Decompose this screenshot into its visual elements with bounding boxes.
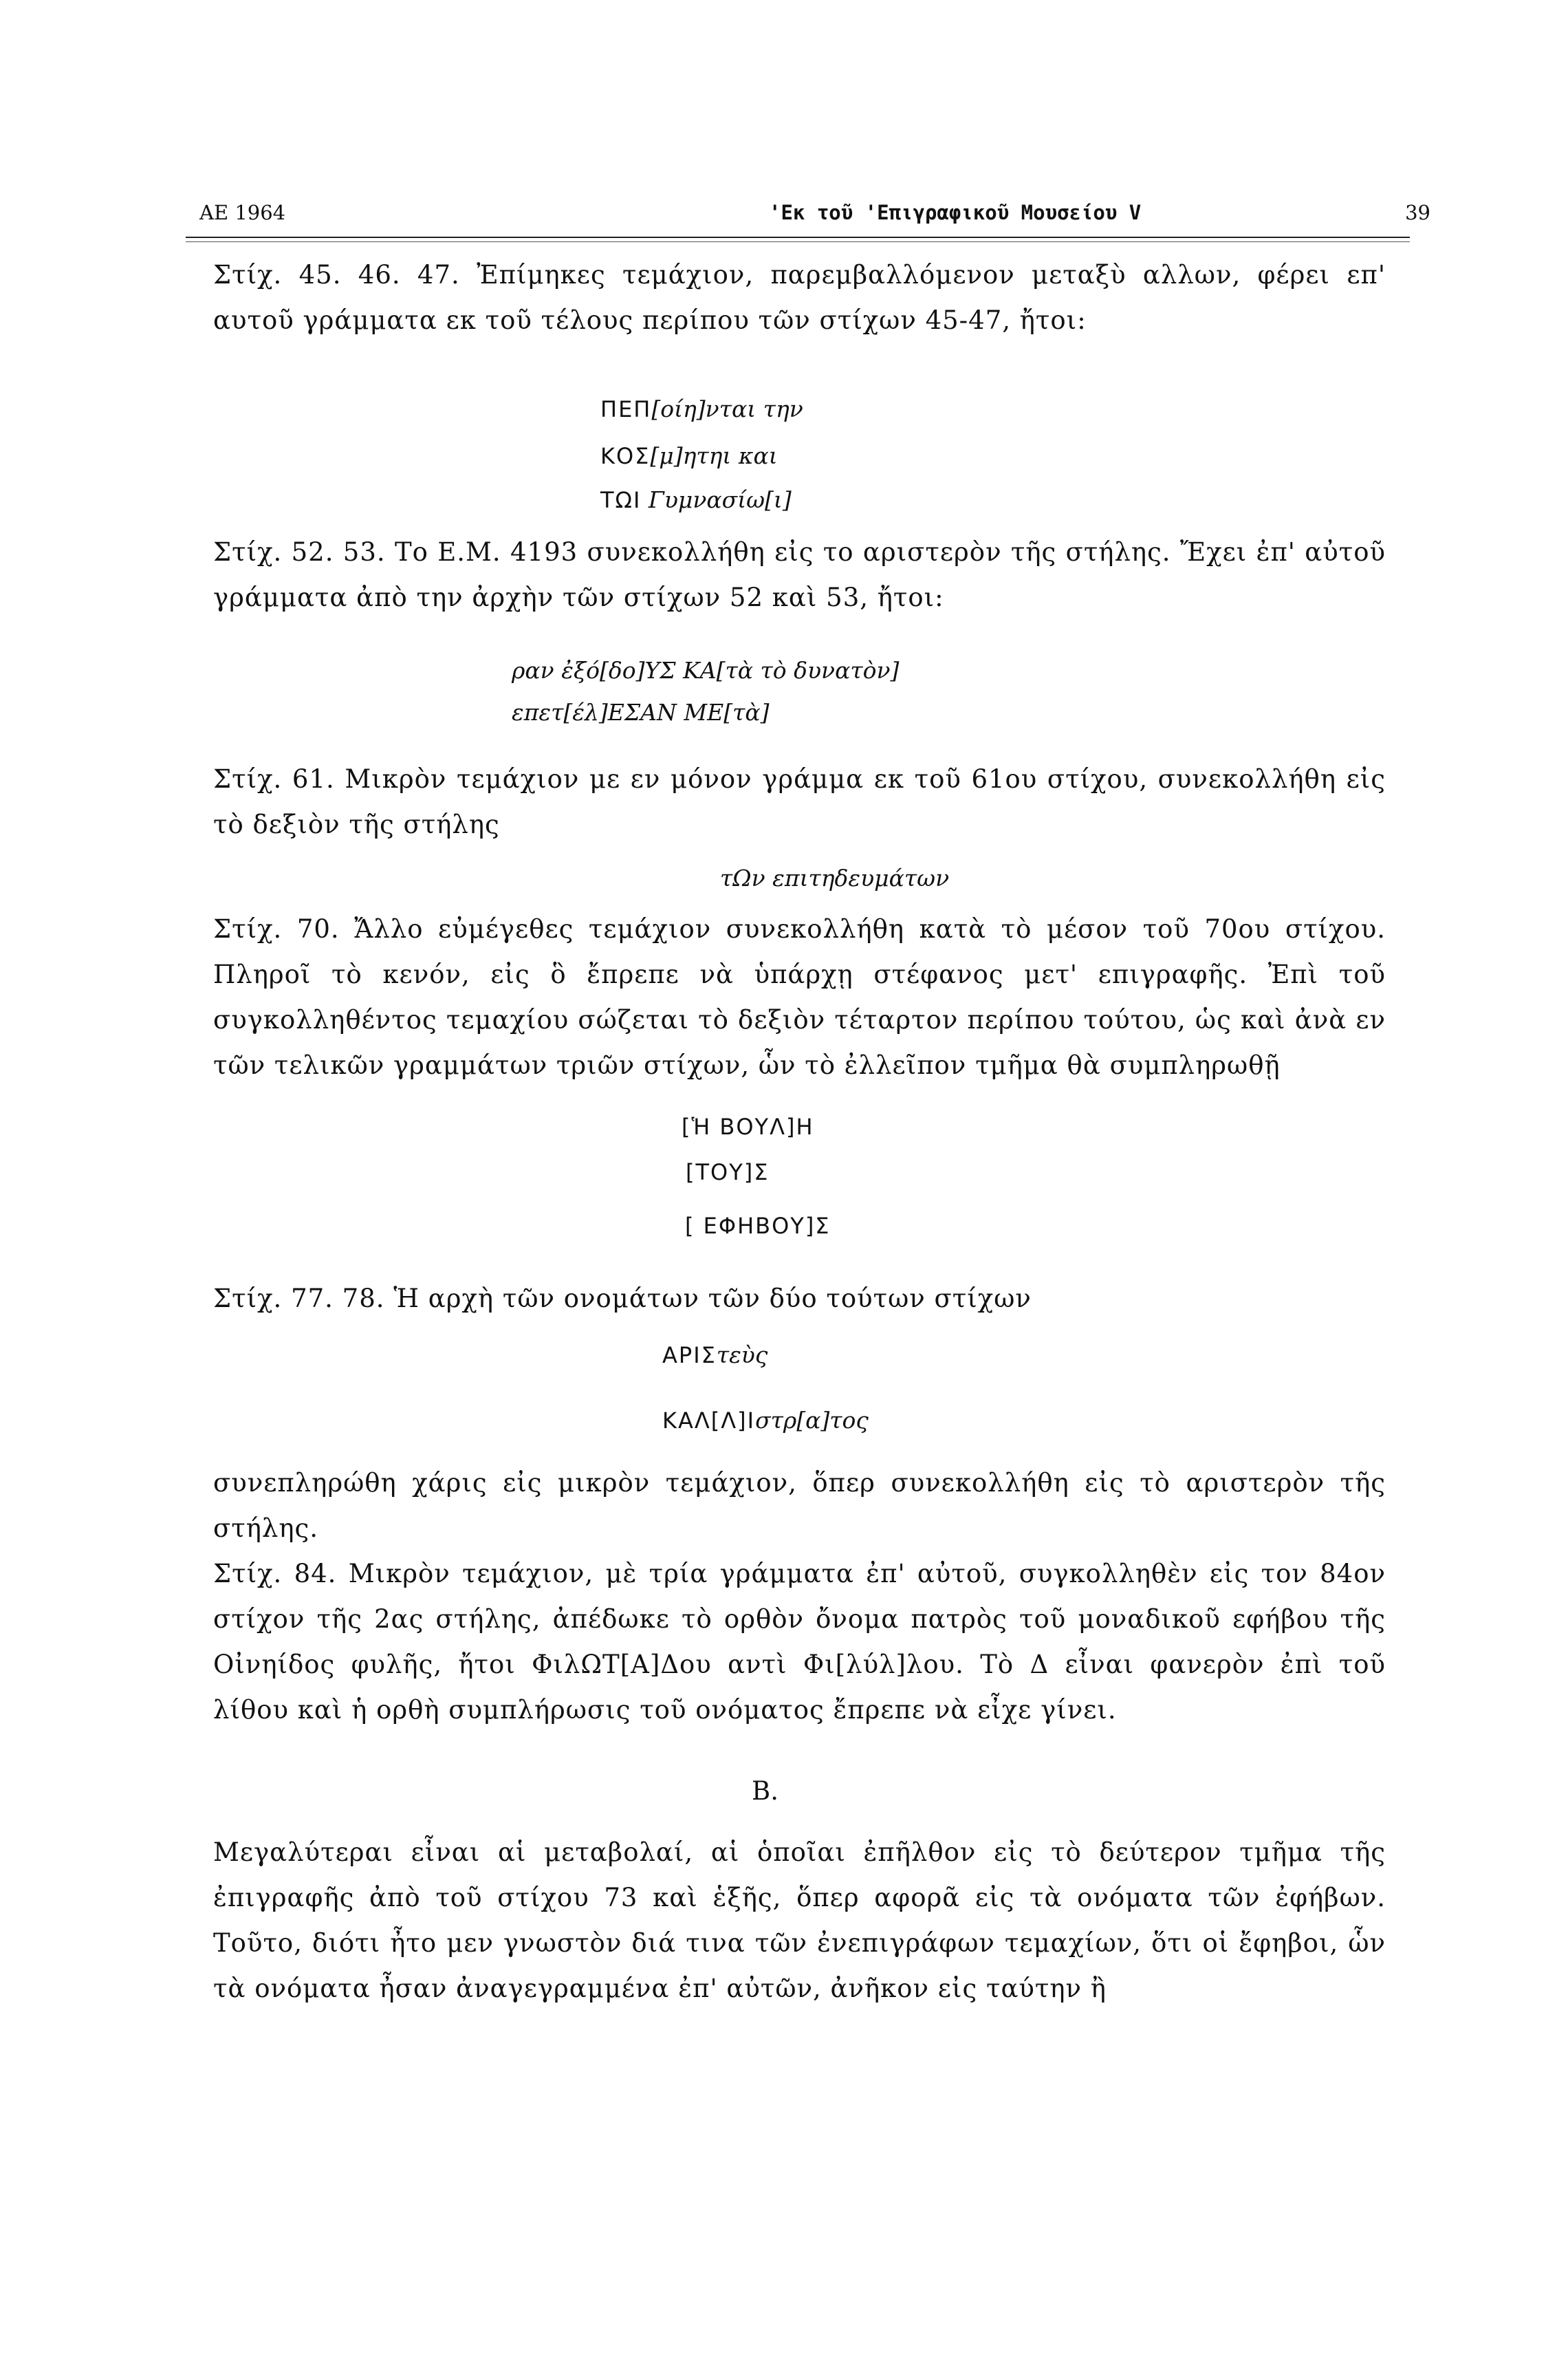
paragraph-section-b: Μεγαλύτεραι εἶναι αἱ μεταβολαί, αἱ ὁποῖαι ἐπῆλθον εἰς τὸ δεύτερον τμῆμα τῆς ἐπιγραφῆς ἀπὸ τοῦ στίχου 73 καὶ ἑξῆς, ὅπερ αφορᾶ εἰς τὰ ονόματα τῶν ἐφήβων. Τοῦτο, διότι ἦτο μεν γνωστὸν διά τινα τῶν ἐνεπιγράφων τεμαχίων, ὅτι οἱ ἔφηβοι, ὧν τὰ ονόματα ἦσαν ἀναγεγραμμένα ἐπ' αὐτῶν, ἀνῆκον εἰς ταύτην ἢ (213, 1837, 1386, 2003)
inscription-caps: ΠΕΠ (600, 396, 652, 422)
paragraph-line-70: Στίχ. 70. Ἄλλο εὐμέγεθες τεμάχιον συνεκολλήθη κατὰ τὸ μέσον τοῦ 70ου στίχου. Πληροῖ τὸ κενόν, εἰς ὃ ἔπρεπε νὰ ὑπάρχῃ στέφανος μετ' επιγραφῆς. Ἐπὶ τοῦ συγκολληθέντος τεμαχίου σώζεται τὸ δεξιὸν τέταρτον περίπου τούτου, ὡς καὶ ἀνὰ εν τῶν τελικῶν γραμμάτων τριῶν στίχων, ὧν τὸ ἐλλεῖπον τμῆμα θὰ συμπληρωθῇ (213, 914, 1386, 1080)
journal-abbrev: AE 1964 (199, 201, 286, 224)
inscription-restoration: [μ]ητηι και (650, 442, 778, 469)
inscription-line: [Ἡ ΒΟΥΛ]Η (682, 1114, 814, 1140)
inscription-caps: ΚΑΛ[Λ]Ι (662, 1407, 756, 1434)
page-number: 39 (1405, 201, 1430, 224)
paragraph-lines-52-53: Στίχ. 52. 53. Το Ε.Μ. 4193 συνεκολλήθη εἰς το αριστερὸν τῆς στήλης. Ἔχει ἐπ' αὐτοῦ γράμματα ἀπὸ την ἀρχὴν τῶν στίχων 52 καὶ 53, ἤτοι: (213, 537, 1386, 612)
inscription-line: [ ΕΦΗΒΟΥ]Σ (685, 1213, 831, 1239)
paragraph-lines-45-47: Στίχ. 45. 46. 47. Ἐπίμηκες τεμάχιον, παρεμβαλλόμενον μεταξὺ αλλων, φέρει επ' αυτοῦ γράμματα εκ τοῦ τέλους περίπου τῶν στίχων 45-47, ἤτοι: (213, 260, 1386, 335)
paragraph-lines-77-78: Στίχ. 77. 78. Ἡ αρχὴ τῶν ονομάτων τῶν δύο τούτων στίχων (213, 1284, 1032, 1313)
inscription-restoration: στρ[α]τος (755, 1407, 869, 1434)
section-heading: B. (752, 1776, 778, 1806)
paragraph-line-61: Στίχ. 61. Μικρὸν τεμάχιον με εν μόνον γράμμα εκ τοῦ 61ου στίχου, συνεκολλήθη εἰς τὸ δεξιὸν τῆς στήλης (213, 764, 1386, 839)
inscription-line (662, 1341, 767, 1369)
inscription-restoration: [οίη]νται την (651, 396, 803, 422)
inscription-line: [ΤΟΥ]Σ (686, 1159, 770, 1185)
inscription-line: ραν ἐξό[δο]ΥΣ ΚΑ[τὰ τὸ δυνατὸν] (512, 657, 900, 684)
running-title: 'Εκ τοῦ 'Επιγραφικοῦ Μουσείου V (769, 201, 1142, 224)
running-header (199, 201, 1430, 230)
inscription-caps: ΤΩΙ (600, 487, 642, 513)
header-rule (186, 237, 1410, 238)
inscription-line (600, 486, 792, 514)
header-rule-secondary (186, 241, 1410, 242)
paragraph-line-84: Στίχ. 84. Μικρὸν τεμάχιον, μὲ τρία γράμματα ἐπ' αὐτοῦ, συγκολληθὲν εἰς τον 84ον στίχον τῆς 2ας στήλης, ἀπέδωκε τὸ ορθὸν ὄνομα πατρὸς τοῦ μοναδικοῦ εφήβου τῆς Οἰνηίδος φυλῆς, ἤτοι ΦιλΩΤ[Α]Δου αντὶ Φι[λύλ]λου. Τὸ Δ εἶναι φανερὸν ἐπὶ τοῦ λίθου καὶ ἡ ορθὴ συμπλήρωσις τοῦ ονόματος ἔπρεπε νὰ εἶχε γίνει. (213, 1559, 1386, 1725)
inscription-line (662, 1407, 869, 1434)
inscription-restoration: Γυμνασίω[ι] (641, 486, 792, 513)
inscription-line (600, 442, 778, 470)
inscription-line: επετ[έλ]ΕΣΑΝ ΜΕ[τὰ] (512, 699, 770, 726)
inscription-restoration: τεὺς (716, 1341, 768, 1368)
inscription-caps: ΚΟΣ (600, 443, 651, 469)
paragraph-completion: συνεπληρώθη χάρις εἰς μικρὸν τεμάχιον, ὅπερ συνεκολλήθη εἰς τὸ αριστερὸν τῆς στήλης. (213, 1468, 1386, 1543)
inscription-caps: ΑΡΙΣ (662, 1342, 717, 1368)
inscription-line: τΩν επιτηδευμάτων (720, 865, 950, 892)
inscription-line (600, 396, 803, 423)
